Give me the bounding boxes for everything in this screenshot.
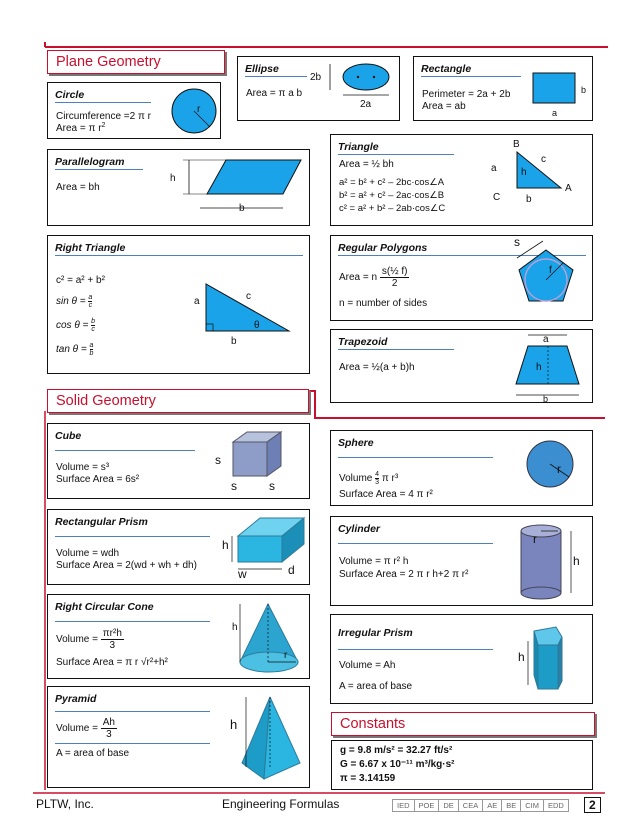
card-title: Rectangular Prism: [55, 516, 148, 528]
vertex-c-label: C: [493, 192, 501, 203]
right-triangle-card: [47, 235, 310, 374]
pyramid-card: [47, 686, 310, 788]
irregular-prism-diagram: [506, 623, 586, 695]
parallelogram-area-formula: Area = bh: [56, 182, 100, 193]
card-title: Ellipse: [245, 63, 279, 75]
sphere-r-label: r: [557, 462, 561, 476]
card-title: Rectangle: [421, 63, 472, 75]
course-tag: CEA: [458, 799, 483, 812]
pi-constant: π = 3.14159: [340, 773, 396, 784]
circumference-formula: Circumference =2 π r: [56, 111, 151, 122]
cylinder-diagram: [511, 519, 591, 605]
gravitational-constant: G = 6.67 x 10⁻¹¹ m³/kg·s²: [340, 759, 455, 770]
rt-side-a-label: a: [194, 296, 200, 307]
parallelogram-h-label: h: [170, 173, 176, 184]
card-title: Irregular Prism: [338, 627, 413, 639]
rt-side-b-label: b: [231, 336, 237, 347]
trapezoid-h-label: h: [536, 362, 542, 373]
sphere-volume-formula: Volume $\frac{4}{3}$ π r³: [339, 471, 399, 486]
footer-title: Engineering Formulas: [222, 797, 340, 811]
cube-s-label-2: s: [231, 479, 237, 493]
page-number: 2: [584, 797, 601, 813]
radius-label: r: [197, 104, 201, 115]
rect-a-label: a: [552, 108, 558, 118]
rect-b-label: b: [581, 85, 587, 95]
rectangle-card: [413, 56, 593, 121]
cone-h-label: h: [232, 622, 238, 633]
pyramid-diagram: [228, 691, 308, 787]
rectangle-area-formula: Area = ab: [422, 101, 466, 112]
irregular-base-note: A = area of base: [339, 681, 413, 692]
parallelogram-b-label: b: [239, 203, 245, 214]
prism-d-label: d: [288, 563, 295, 577]
card-title: Pyramid: [55, 693, 97, 705]
cylinder-h-label: h: [573, 554, 580, 568]
trapezoid-b-label: b: [543, 394, 549, 404]
section-solid-geometry: Solid Geometry: [47, 389, 309, 413]
side-c-label: c: [541, 154, 546, 165]
course-tag: AE: [482, 799, 502, 812]
ellipse-card: [237, 56, 400, 121]
course-tags: [393, 799, 569, 812]
course-tag: DE: [438, 799, 458, 812]
law-of-cosines-c: c² = a² + b² – 2ab·cos∠C: [339, 203, 446, 214]
theta-label: θ: [254, 320, 260, 331]
irregular-prism-card: [330, 614, 593, 704]
pyramid-h-label: h: [230, 717, 238, 732]
polygon-note: n = number of sides: [339, 298, 428, 309]
vertex-a-label: A: [565, 183, 572, 194]
cylinder-surface-formula: Surface Area = 2 π r h+2 π r²: [339, 569, 469, 580]
cone-surface-formula: Surface Area = π r √r²+h²: [56, 657, 168, 668]
regular-polygons-card: [330, 235, 593, 321]
card-title: Sphere: [338, 437, 374, 449]
cube-surface-formula: Surface Area = 6s²: [56, 474, 140, 485]
polygon-f-label: f: [549, 265, 552, 276]
triangle-area-formula: Area = ½ bh: [339, 159, 394, 170]
trapezoid-a-label: a: [543, 334, 549, 345]
tangent-formula: tan θ = $\frac{a}{b}$: [56, 342, 94, 357]
triangle-card: [330, 134, 593, 226]
cylinder-r-label: r: [533, 532, 537, 546]
height-label: h: [521, 167, 527, 178]
section-constants: Constants: [331, 712, 595, 736]
circle-area-formula: Area = π $r^2$: [56, 122, 106, 134]
right-triangle-diagram: [188, 276, 308, 356]
course-tag: CIM: [520, 799, 544, 812]
course-tag: IED: [392, 799, 415, 812]
law-of-cosines-b: b² = a² + c² – 2ac·cos∠B: [339, 190, 445, 201]
cosine-formula: cos θ = $\frac{b}{c}$: [56, 318, 96, 333]
trapezoid-diagram: [501, 330, 591, 402]
card-title: Regular Polygons: [338, 242, 428, 254]
section-plane-geometry: Plane Geometry: [47, 50, 225, 74]
card-title: Trapezoid: [338, 336, 388, 348]
card-title: Parallelogram: [55, 156, 125, 168]
rect-prism-card: [47, 509, 310, 585]
card-title: Right Triangle: [55, 242, 126, 254]
prism-h-label: h: [222, 538, 229, 552]
parallelogram-card: [47, 149, 310, 226]
cube-volume-formula: Volume = s³: [56, 462, 110, 473]
vertex-b-label: B: [513, 139, 520, 150]
irregular-h-label: h: [518, 650, 525, 664]
cube-card: [47, 423, 310, 499]
rect-prism-diagram: [218, 514, 310, 584]
gravity-constant: g = 9.8 m/s² = 32.27 ft/s²: [340, 745, 453, 756]
prism-surface-formula: Surface Area = 2(wd + wh + dh): [56, 560, 197, 571]
cube-diagram: [213, 428, 308, 498]
card-title: Cube: [55, 430, 82, 442]
cone-r-label: r: [284, 650, 288, 661]
sphere-card: [330, 430, 593, 506]
card-title: Triangle: [338, 141, 379, 153]
cube-s-label-3: s: [269, 479, 275, 493]
pentagon-diagram: [501, 236, 591, 318]
trapezoid-card: [330, 329, 593, 403]
pythagorean-formula: c² = a² + b²: [56, 275, 105, 286]
cylinder-volume-formula: Volume = π r² h: [339, 556, 409, 567]
irregular-volume-formula: Volume = Ah: [339, 660, 396, 671]
ellipse-b-label: 2b: [310, 72, 322, 83]
rectangle-diagram: [531, 71, 593, 119]
rt-side-c-label: c: [246, 291, 251, 302]
perimeter-formula: Perimeter = 2a + 2b: [422, 89, 511, 100]
ellipse-a-label: 2a: [360, 99, 372, 110]
pyramid-base-note: A = area of base: [56, 748, 130, 759]
prism-w-label: w: [238, 567, 247, 581]
sphere-surface-formula: Surface Area = 4 π r²: [339, 489, 433, 500]
parallelogram-diagram: [163, 156, 308, 218]
cone-diagram: [226, 598, 311, 678]
law-of-cosines-a: a² = b² + c² – 2bc·cos∠A: [339, 177, 445, 188]
course-tag: BE: [501, 799, 521, 812]
card-title: Right Circular Cone: [55, 601, 154, 613]
card-title: Circle: [55, 89, 85, 101]
ellipse-diagram: [308, 60, 398, 118]
card-title: Cylinder: [338, 523, 381, 535]
prism-volume-formula: Volume = wdh: [56, 548, 120, 559]
course-tag: EDD: [543, 799, 569, 812]
sphere-diagram: [511, 435, 591, 505]
cone-card: [47, 594, 310, 679]
cone-volume-formula: Volume = $\frac{\text{πr²h}}{3}$: [56, 628, 122, 651]
circle-card: [47, 82, 221, 139]
footer-org: PLTW, Inc.: [36, 797, 94, 811]
polygon-s-label: s: [514, 235, 520, 249]
course-tag: POE: [414, 799, 440, 812]
cube-s-label-1: s: [215, 453, 221, 467]
constants-card: [331, 740, 593, 790]
trapezoid-area-formula: Area = ½(a + b)h: [339, 362, 415, 373]
cylinder-card: [330, 516, 593, 606]
side-b-label: b: [526, 194, 532, 205]
triangle-diagram: [481, 135, 591, 220]
polygon-area-formula: Area = n $\frac{\text{s(½ f)}}{2}$: [339, 266, 408, 289]
ellipse-area-formula: Area = π a b: [246, 88, 303, 99]
circle-diagram: [170, 86, 218, 134]
sine-formula: sin θ = $\frac{a}{c}$: [56, 294, 93, 309]
side-a-label: a: [491, 163, 497, 174]
pyramid-volume-formula: Volume = $\frac{Ah}{3}$: [56, 717, 115, 740]
